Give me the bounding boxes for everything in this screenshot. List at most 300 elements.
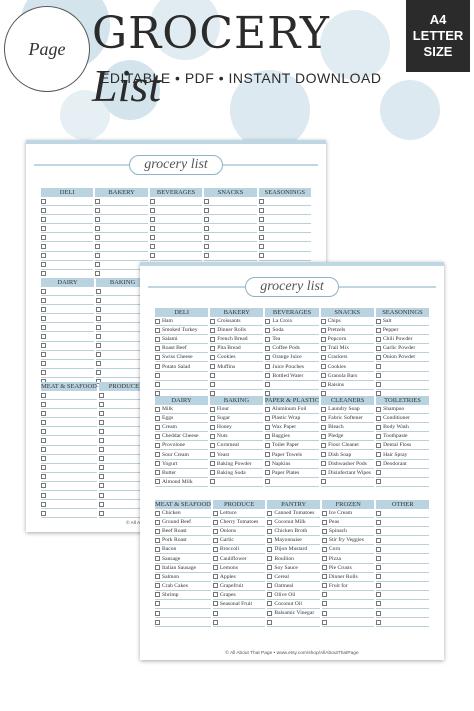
checkbox[interactable]	[210, 443, 215, 448]
checkbox[interactable]	[265, 346, 270, 351]
checkbox[interactable]	[210, 407, 215, 412]
checkbox[interactable]	[204, 199, 209, 204]
checkbox[interactable]	[99, 465, 104, 470]
checkbox[interactable]	[376, 364, 381, 369]
checkbox[interactable]	[41, 262, 46, 267]
checkbox[interactable]	[155, 574, 160, 579]
checkbox[interactable]	[376, 407, 381, 412]
checkbox[interactable]	[204, 253, 209, 258]
checkbox[interactable]	[321, 443, 326, 448]
list-item	[321, 326, 374, 335]
item-label: Juice Pouches	[272, 363, 304, 370]
list-item	[213, 527, 266, 536]
item-label: Baggies	[271, 433, 290, 440]
checkbox[interactable]	[265, 470, 270, 475]
item-label: Beef Roast	[162, 528, 187, 535]
list-item	[265, 478, 319, 487]
checkbox[interactable]	[41, 298, 46, 303]
checkbox[interactable]	[321, 337, 326, 342]
checkbox[interactable]	[96, 361, 101, 366]
checkbox[interactable]	[96, 370, 101, 375]
checkbox[interactable]	[96, 307, 101, 312]
checkbox[interactable]	[376, 337, 381, 342]
checkbox[interactable]	[376, 470, 381, 475]
checkbox[interactable]	[321, 346, 326, 351]
checkbox[interactable]	[267, 583, 272, 588]
checkbox[interactable]	[155, 425, 160, 430]
checkbox[interactable]	[267, 529, 272, 534]
checkbox[interactable]	[322, 565, 327, 570]
list-item	[210, 381, 263, 390]
list-item	[267, 554, 320, 563]
list-item	[155, 450, 208, 459]
checkbox[interactable]	[99, 474, 104, 479]
checkbox[interactable]	[267, 592, 272, 597]
checkbox[interactable]	[322, 556, 327, 561]
checkbox[interactable]	[155, 443, 160, 448]
checkbox[interactable]	[213, 565, 218, 570]
checkbox[interactable]	[96, 289, 101, 294]
checkbox[interactable]	[267, 520, 272, 525]
checkbox[interactable]	[265, 407, 270, 412]
checkbox[interactable]	[99, 411, 104, 416]
checkbox[interactable]	[155, 520, 160, 525]
checkbox[interactable]	[210, 328, 215, 333]
checkbox[interactable]	[267, 574, 272, 579]
checkbox[interactable]	[155, 434, 160, 439]
checkbox[interactable]	[41, 361, 46, 366]
checkbox[interactable]	[213, 547, 218, 552]
checkbox[interactable]	[41, 465, 46, 470]
checkbox[interactable]	[41, 253, 46, 258]
checkbox[interactable]	[265, 337, 270, 342]
checkbox[interactable]	[321, 364, 326, 369]
checkbox[interactable]	[210, 425, 215, 430]
checkbox[interactable]	[376, 601, 381, 606]
checkbox[interactable]	[376, 556, 381, 561]
item-label: Ham	[162, 318, 173, 325]
checkbox[interactable]	[376, 319, 381, 324]
checkbox[interactable]	[213, 511, 218, 516]
checkbox[interactable]	[99, 420, 104, 425]
checkbox[interactable]	[322, 520, 327, 525]
checkbox[interactable]	[322, 529, 327, 534]
checkbox[interactable]	[265, 425, 270, 430]
checkbox[interactable]	[376, 511, 381, 516]
checkbox[interactable]	[99, 456, 104, 461]
category-column	[210, 308, 263, 399]
checkbox[interactable]	[265, 373, 270, 378]
item-label: Laundry Soap	[328, 406, 360, 413]
checkbox[interactable]	[155, 452, 160, 457]
checkbox[interactable]	[321, 461, 326, 466]
checkbox[interactable]	[322, 583, 327, 588]
list-item	[322, 545, 375, 554]
list-item	[155, 381, 208, 390]
item-label: Ground Beef	[162, 519, 192, 526]
checkbox[interactable]	[376, 328, 381, 333]
checkbox[interactable]	[95, 262, 100, 267]
checkbox[interactable]	[210, 364, 215, 369]
list-item	[265, 335, 318, 344]
checkbox[interactable]	[96, 325, 101, 330]
checkbox[interactable]	[376, 611, 381, 616]
checkbox[interactable]	[376, 461, 381, 466]
checkbox[interactable]	[99, 483, 104, 488]
checkbox[interactable]	[322, 601, 327, 606]
checkbox[interactable]	[41, 447, 46, 452]
list-item	[155, 353, 208, 362]
list-item	[213, 554, 266, 563]
checkbox[interactable]	[96, 298, 101, 303]
checkbox[interactable]	[155, 556, 160, 561]
checkbox[interactable]	[95, 271, 100, 276]
checkbox[interactable]	[155, 407, 160, 412]
checkbox[interactable]	[265, 364, 270, 369]
checkbox[interactable]	[213, 574, 218, 579]
list-item	[41, 369, 94, 378]
checkbox[interactable]	[322, 574, 327, 579]
checkbox[interactable]	[41, 370, 46, 375]
category-column	[155, 396, 208, 487]
checkbox[interactable]	[41, 316, 46, 321]
checkbox[interactable]	[155, 620, 160, 625]
checkbox[interactable]	[265, 434, 270, 439]
checkbox[interactable]	[41, 411, 46, 416]
checkbox[interactable]	[95, 253, 100, 258]
checkbox[interactable]	[265, 328, 270, 333]
checkbox[interactable]	[210, 479, 215, 484]
checkbox[interactable]	[213, 538, 218, 543]
checkbox[interactable]	[99, 502, 104, 507]
checkbox[interactable]	[150, 253, 155, 258]
checkbox[interactable]	[376, 382, 381, 387]
checkbox[interactable]	[155, 328, 160, 333]
category-header: SEASONINGS	[259, 188, 311, 197]
checkbox[interactable]	[150, 199, 155, 204]
list-item	[321, 344, 374, 353]
list-item	[376, 536, 429, 545]
item-label: Cookies	[327, 363, 346, 370]
item-label: Garlic Powder	[382, 345, 416, 352]
checkbox[interactable]	[99, 429, 104, 434]
checkbox[interactable]	[41, 352, 46, 357]
list-item	[376, 381, 429, 390]
checkbox[interactable]	[322, 511, 327, 516]
item-label: Pretzels	[327, 327, 346, 334]
checkbox[interactable]	[376, 620, 381, 625]
checkbox[interactable]	[204, 235, 209, 240]
checkbox[interactable]	[155, 547, 160, 552]
list-item	[95, 252, 147, 261]
checkbox[interactable]	[41, 420, 46, 425]
checkbox[interactable]	[376, 373, 381, 378]
checkbox[interactable]	[213, 592, 218, 597]
list-item	[376, 441, 429, 450]
checkbox[interactable]	[41, 217, 46, 222]
checkbox[interactable]	[213, 620, 218, 625]
checkbox[interactable]	[155, 592, 160, 597]
checkbox[interactable]	[99, 393, 104, 398]
checkbox[interactable]	[155, 319, 160, 324]
category-header: BEVERAGES	[265, 308, 318, 317]
checkbox[interactable]	[376, 416, 381, 421]
checkbox[interactable]	[376, 547, 381, 552]
sheet-header	[148, 274, 436, 300]
checkbox[interactable]	[376, 574, 381, 579]
checkbox[interactable]	[267, 620, 272, 625]
checkbox[interactable]	[213, 611, 218, 616]
checkbox[interactable]	[210, 373, 215, 378]
checkbox[interactable]	[155, 583, 160, 588]
checkbox[interactable]	[41, 483, 46, 488]
checkbox[interactable]	[210, 452, 215, 457]
checkbox[interactable]	[213, 601, 218, 606]
checkbox[interactable]	[376, 452, 381, 457]
checkbox[interactable]	[95, 208, 100, 213]
checkbox[interactable]	[376, 434, 381, 439]
checkbox[interactable]	[41, 235, 46, 240]
checkbox[interactable]	[41, 199, 46, 204]
checkbox[interactable]	[213, 556, 218, 561]
checkbox[interactable]	[376, 565, 381, 570]
checkbox[interactable]	[155, 346, 160, 351]
list-item	[41, 215, 93, 224]
sheet-header	[34, 152, 318, 178]
checkbox[interactable]	[210, 355, 215, 360]
checkbox[interactable]	[376, 592, 381, 597]
checkbox[interactable]	[210, 434, 215, 439]
checkbox[interactable]	[265, 461, 270, 466]
checkbox[interactable]	[267, 547, 272, 552]
checkbox[interactable]	[95, 199, 100, 204]
checkbox[interactable]	[376, 443, 381, 448]
item-label: Coffee Pods	[272, 345, 300, 352]
checkbox[interactable]	[267, 565, 272, 570]
checkbox[interactable]	[259, 199, 264, 204]
checkbox[interactable]	[155, 416, 160, 421]
checkbox[interactable]	[99, 447, 104, 452]
checkbox[interactable]	[376, 346, 381, 351]
checkbox[interactable]	[155, 529, 160, 534]
checkbox[interactable]	[210, 319, 215, 324]
checkbox[interactable]	[321, 452, 326, 457]
checkbox[interactable]	[321, 319, 326, 324]
item-label: Fabric Softener	[328, 415, 363, 422]
checkbox[interactable]	[155, 611, 160, 616]
checkbox[interactable]	[204, 217, 209, 222]
list-item	[322, 554, 375, 563]
checkbox[interactable]	[204, 208, 209, 213]
checkbox[interactable]	[265, 416, 270, 421]
checkbox[interactable]	[267, 538, 272, 543]
checkbox[interactable]	[41, 208, 46, 213]
checkbox[interactable]	[213, 583, 218, 588]
item-label: Cereal	[274, 573, 289, 580]
list-item	[210, 344, 263, 353]
checkbox[interactable]	[267, 611, 272, 616]
checkbox[interactable]	[259, 208, 264, 213]
item-label: Butter	[162, 469, 176, 476]
category-column	[41, 188, 93, 279]
checkbox[interactable]	[155, 382, 160, 387]
checkbox[interactable]	[150, 217, 155, 222]
checkbox[interactable]	[96, 343, 101, 348]
list-item	[322, 536, 375, 545]
item-label: Bottled Water	[272, 372, 304, 379]
list-item	[155, 344, 208, 353]
checkbox[interactable]	[213, 529, 218, 534]
checkbox[interactable]	[321, 470, 326, 475]
checkbox[interactable]	[99, 438, 104, 443]
checkbox[interactable]	[376, 520, 381, 525]
checkbox[interactable]	[99, 511, 104, 516]
checkbox[interactable]	[321, 382, 326, 387]
checkbox[interactable]	[41, 402, 46, 407]
checkbox[interactable]	[155, 479, 160, 484]
list-item	[41, 427, 97, 436]
checkbox[interactable]	[267, 601, 272, 606]
checkbox[interactable]	[41, 334, 46, 339]
checkbox[interactable]	[95, 217, 100, 222]
title-script: List	[92, 60, 162, 111]
checkbox[interactable]	[321, 416, 326, 421]
checkbox[interactable]	[321, 355, 326, 360]
list-item	[376, 405, 429, 414]
list-item	[265, 450, 319, 459]
checkbox[interactable]	[265, 452, 270, 457]
checkbox[interactable]	[204, 226, 209, 231]
checkbox[interactable]	[150, 226, 155, 231]
checkbox[interactable]	[95, 226, 100, 231]
checkbox[interactable]	[41, 289, 46, 294]
checkbox[interactable]	[96, 352, 101, 357]
checkbox[interactable]	[41, 325, 46, 330]
checkbox[interactable]	[259, 244, 264, 249]
checkbox[interactable]	[95, 244, 100, 249]
checkbox[interactable]	[322, 538, 327, 543]
list-item	[376, 414, 429, 423]
checkbox[interactable]	[99, 402, 104, 407]
checkbox[interactable]	[155, 565, 160, 570]
checkbox[interactable]	[155, 337, 160, 342]
checkbox[interactable]	[322, 547, 327, 552]
checkbox[interactable]	[210, 416, 215, 421]
checkbox[interactable]	[376, 538, 381, 543]
checkbox[interactable]	[265, 382, 270, 387]
checkbox[interactable]	[321, 434, 326, 439]
checkbox[interactable]	[41, 271, 46, 276]
list-item	[41, 482, 97, 491]
checkbox[interactable]	[41, 438, 46, 443]
checkbox[interactable]	[41, 307, 46, 312]
list-item	[155, 372, 208, 381]
item-label: Yeast	[216, 451, 230, 458]
category-column	[265, 308, 318, 399]
checkbox[interactable]	[99, 493, 104, 498]
checkbox[interactable]	[155, 470, 160, 475]
checkbox[interactable]	[376, 583, 381, 588]
checkbox[interactable]	[41, 502, 46, 507]
checkbox[interactable]	[267, 511, 272, 516]
list-item	[376, 469, 429, 478]
checkbox[interactable]	[321, 425, 326, 430]
checkbox[interactable]	[150, 208, 155, 213]
checkbox[interactable]	[155, 364, 160, 369]
checkbox[interactable]	[265, 443, 270, 448]
checkbox[interactable]	[265, 479, 270, 484]
checkbox[interactable]	[259, 235, 264, 240]
checkbox[interactable]	[265, 355, 270, 360]
checkbox[interactable]	[95, 235, 100, 240]
list-item	[267, 527, 320, 536]
checkbox[interactable]	[267, 556, 272, 561]
checkbox[interactable]	[265, 319, 270, 324]
checkbox[interactable]	[259, 253, 264, 258]
checkbox[interactable]	[210, 382, 215, 387]
checkbox[interactable]	[41, 474, 46, 479]
checkbox[interactable]	[150, 235, 155, 240]
checkbox[interactable]	[259, 217, 264, 222]
checkbox[interactable]	[322, 620, 327, 625]
checkbox[interactable]	[376, 425, 381, 430]
checkbox[interactable]	[150, 244, 155, 249]
checkbox[interactable]	[321, 407, 326, 412]
checkbox[interactable]	[321, 373, 326, 378]
category-header: MEAT & SEAFOOD	[155, 501, 211, 508]
checkbox[interactable]	[259, 226, 264, 231]
checkbox[interactable]	[322, 611, 327, 616]
checkbox[interactable]	[41, 429, 46, 434]
item-label: Crab Cakes	[162, 582, 188, 589]
checkbox[interactable]	[41, 244, 46, 249]
checkbox[interactable]	[41, 511, 46, 516]
list-item	[376, 335, 429, 344]
list-item	[155, 582, 211, 591]
checkbox[interactable]	[155, 373, 160, 378]
checkbox[interactable]	[321, 328, 326, 333]
checkbox[interactable]	[376, 479, 381, 484]
checkbox[interactable]	[210, 461, 215, 466]
checkbox[interactable]	[155, 511, 160, 516]
checkbox[interactable]	[376, 529, 381, 534]
checkbox[interactable]	[321, 479, 326, 484]
checkbox[interactable]	[210, 346, 215, 351]
checkbox[interactable]	[41, 456, 46, 461]
list-item	[376, 344, 429, 353]
list-item	[259, 242, 311, 251]
checkbox[interactable]	[376, 355, 381, 360]
checkbox[interactable]	[210, 470, 215, 475]
checkbox[interactable]	[155, 355, 160, 360]
checkbox[interactable]	[155, 538, 160, 543]
checkbox[interactable]	[96, 334, 101, 339]
checkbox[interactable]	[41, 493, 46, 498]
checkbox[interactable]	[210, 337, 215, 342]
list-item	[155, 554, 211, 563]
checkbox[interactable]	[155, 461, 160, 466]
checkbox[interactable]	[204, 244, 209, 249]
checkbox[interactable]	[155, 601, 160, 606]
checkbox[interactable]	[96, 316, 101, 321]
checkbox[interactable]	[213, 520, 218, 525]
item-label: Dinner Rolls	[217, 327, 246, 334]
checkbox[interactable]	[41, 393, 46, 398]
checkbox[interactable]	[41, 343, 46, 348]
list-section	[40, 278, 150, 387]
checkbox[interactable]	[41, 226, 46, 231]
checkbox[interactable]	[322, 592, 327, 597]
